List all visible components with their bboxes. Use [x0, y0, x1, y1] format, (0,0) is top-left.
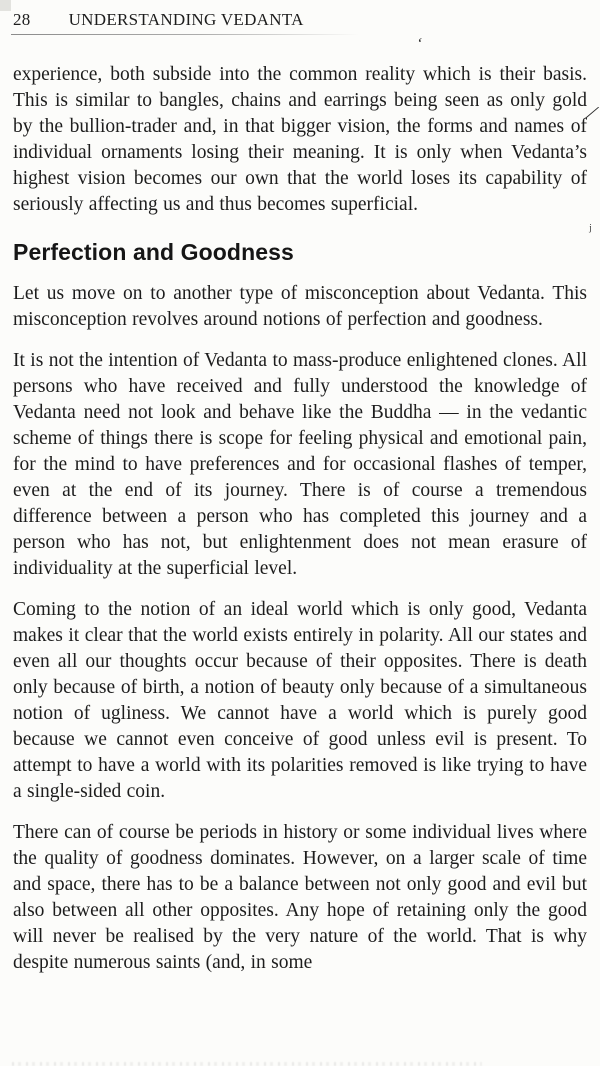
- header-rule: [11, 34, 359, 35]
- body-text: [13, 62, 587, 976]
- paragraph-experience-basis: experience, both subside into the common reality which is their basis. This is similar to bangles, chains and earrings being seen as only gold by the bullion-trader and, in that bigger vision, the forms and names of individual ornaments losing their meaning. It is only when Vedanta’s highest vision becomes our own that the world loses its capability of seriously affecting us and thus becomes superficial.: [13, 64, 587, 215]
- running-title: UNDERSTANDING VEDANTA: [68, 10, 304, 29]
- page-number: 28: [13, 10, 31, 29]
- scan-artifact-mark: ⁄: [587, 99, 597, 126]
- clipped-next-line-remnant: [12, 1062, 482, 1066]
- paragraph-balance-of-opposites: There can of course be periods in history or some individual lives where the quality of goodness dominates. However, on a larger scale of time and space, there has to be a balance between not only good and evil but also between all other opposites. Any hope of retaining only the good will never be realised by the very nature of the world. That is why despite numerous saints (and, in some: [13, 822, 587, 973]
- paragraph-not-mass-produce-clones: It is not the intention of Vedanta to mass-produce enlightened clones. All persons who have received and fully understood the knowledge of Vedanta need not look and behave like the Buddha — in the vedantic scheme of things there is scope for feeling physical and emotional pain, for the mind to have preferences and for occasional flashes of temper, even at the end of its journey. There is of course a tremendous difference between a person who has completed this journey and a person who has not, but enlightenment does not mean erasure of individuality at the superficial level.: [13, 350, 587, 579]
- paragraph-world-polarity: Coming to the notion of an ideal world which is only good, Vedanta makes it clear that the world exists entirely in polarity. All our states and even all our thoughts occur because of their opposites. There is death only because of birth, a notion of beauty only because of a simultaneous notion of ugliness. We cannot have a world which is purely good because we cannot even conceive of good unless evil is present. To attempt to have a world with its polarities removed is like trying to have a single-sided coin.: [13, 599, 587, 802]
- scan-artifact-mark: ʲ: [589, 222, 592, 239]
- running-header: [13, 10, 587, 30]
- scan-corner-smudge: [0, 0, 11, 11]
- scan-artifact-mark: ‘: [415, 35, 424, 53]
- section-heading-perfection-and-goodness: Perfection and Goodness: [13, 239, 294, 265]
- paragraph-misconception-intro: Let us move on to another type of misconception about Vedanta. This misconception revolves around notions of perfection and goodness.: [13, 283, 587, 330]
